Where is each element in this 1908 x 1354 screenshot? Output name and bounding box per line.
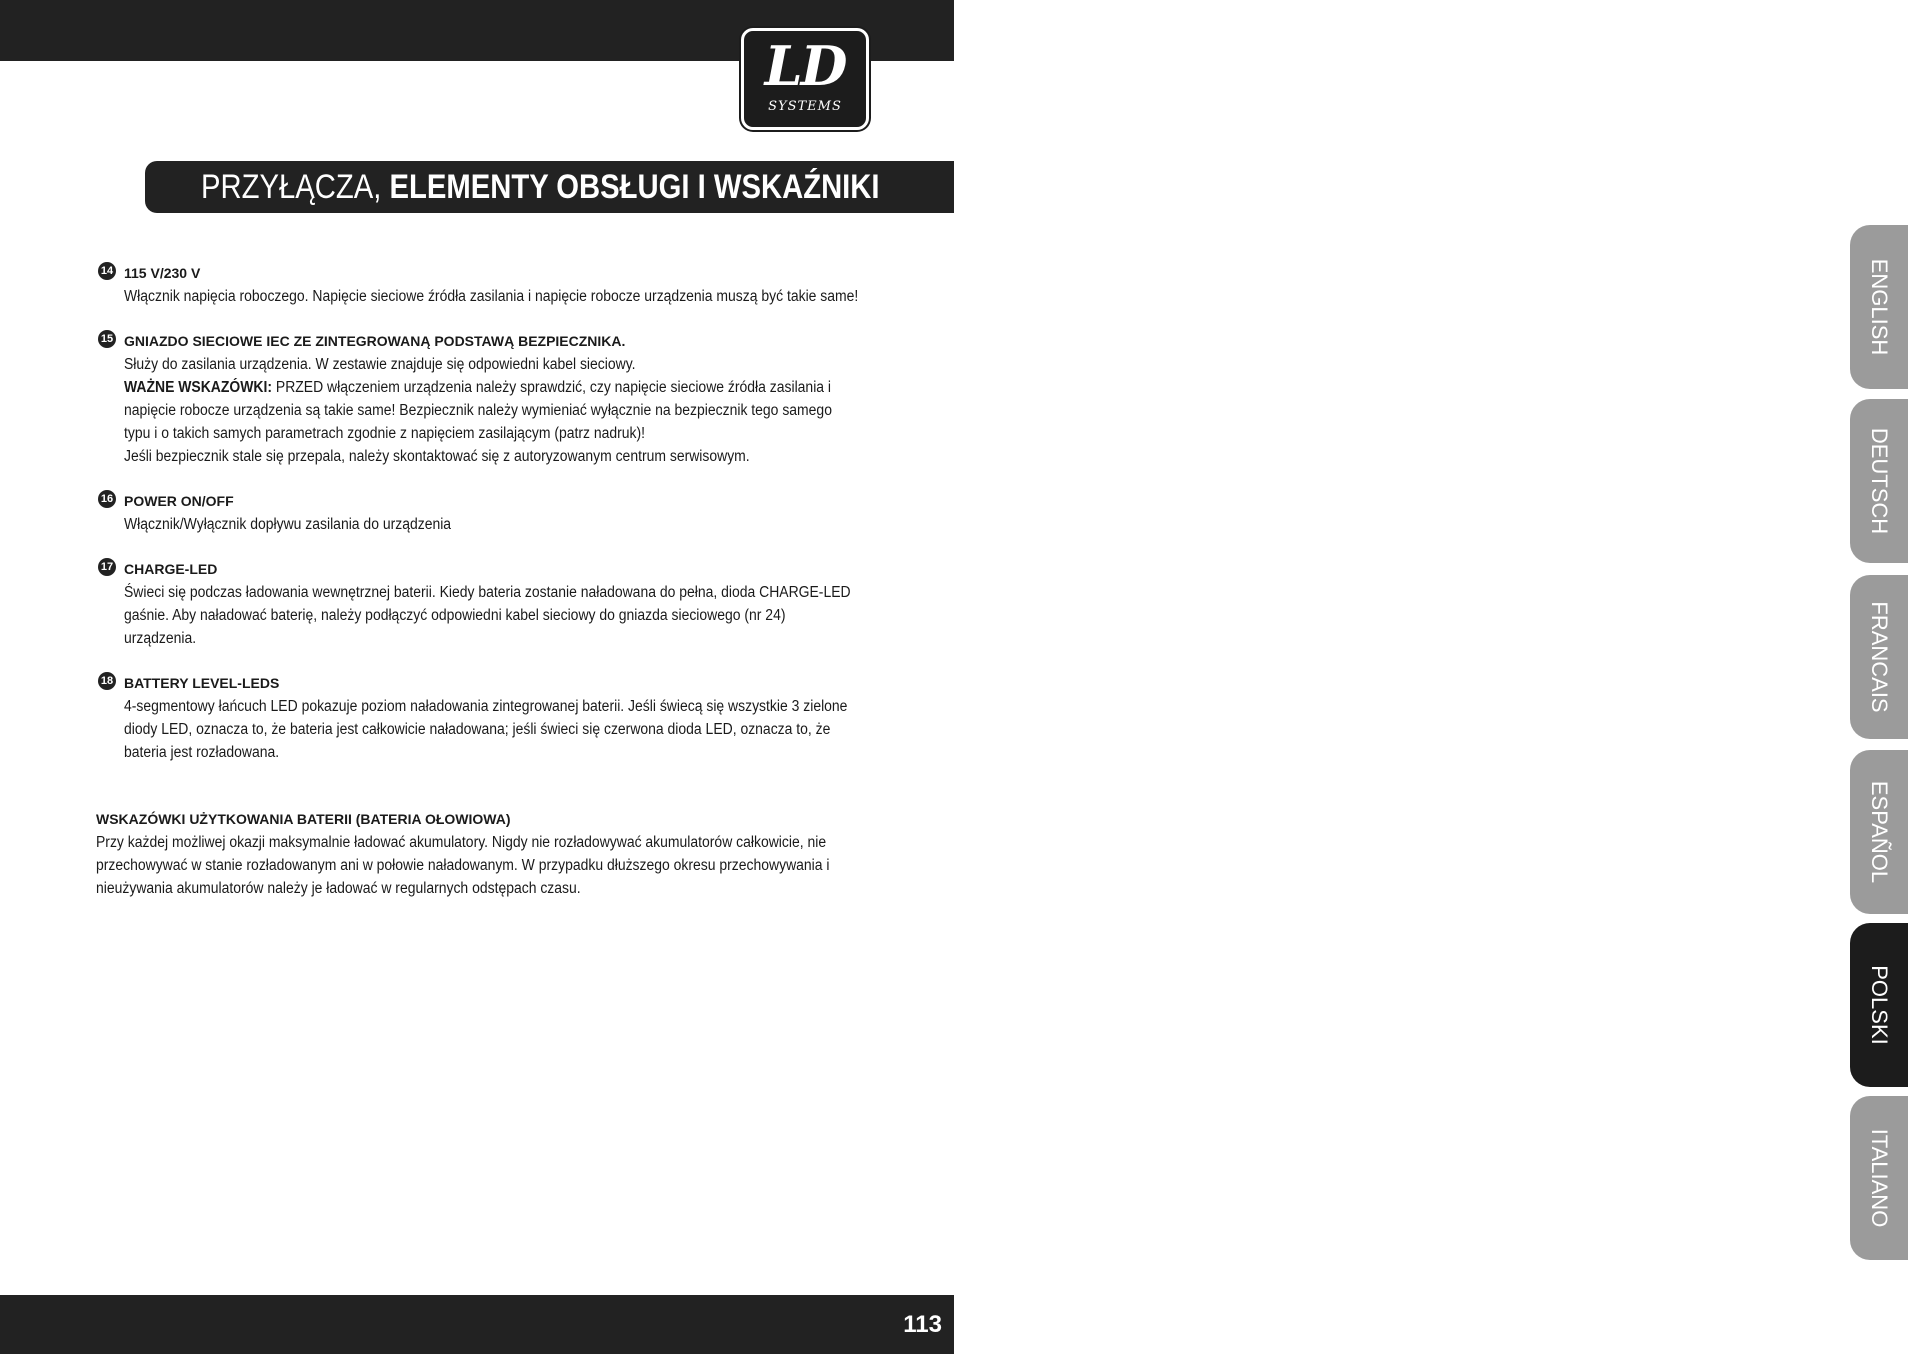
item-title: BATTERY LEVEL-LEDS [124,675,280,691]
tab-polski[interactable] [1850,923,1908,1087]
item-text: 4-segmentowy łańcuch LED pokazuje poziom naładowania zintegrowanej baterii. Jeśli świecą się wszystkie 3 zielone diody LED, oznacza to, że bateria jest całkowicie naładowana; jeśli świeci się czerwona dioda LED, oznacza to, że bateria jest rozładowana. [124,698,848,761]
list-item-14 [96,262,861,308]
warning-text: PRZED włączeniem urządzenia należy sprawdzić, czy napięcie sieciowe źródła zasilania i napięcie robocze urządzenia są takie same! Bezpiecznik należy wymieniać wyłącznie na bezpiecznik tego samego typu i o takich samych parametrach zgodnie z napięciem zasilającym (patrz nadruk)! [124,379,832,442]
list-item-16 [96,490,861,536]
item-title: 115 V/230 V [124,265,201,281]
tab-francais[interactable] [1850,575,1908,739]
item-description [124,513,861,536]
footer-bar [0,1295,954,1354]
item-title: POWER ON/OFF [124,493,234,509]
item-title: CHARGE-LED [124,561,218,577]
battery-note-text [96,831,861,900]
item-text: Włącznik napięcia roboczego. Napięcie sieciowe źródła zasilania i napięcie robocze urządzenia muszą być takie same! [124,288,859,305]
tab-label: DEUTSCH [1867,427,1892,535]
item-description [124,285,861,308]
ld-systems-logo [741,28,869,130]
tab-label: ESPAÑOL [1867,780,1892,884]
item-description [124,695,861,764]
tab-label: ITALIANO [1867,1128,1892,1228]
item-text: Jeśli bezpiecznik stale się przepala, należy skontaktować się z autoryzowanym centrum serwisowym. [124,448,750,465]
item-number-badge: 18 [98,672,116,690]
item-number-badge: 17 [98,558,116,576]
item-number-badge: 16 [98,490,116,508]
item-text: Włącznik/Wyłącznik dopływu zasilania do urządzenia [124,516,452,533]
tab-deutsch[interactable] [1850,399,1908,563]
item-text: Służy do zasilania urządzenia. W zestawie znajduje się odpowiedni kabel sieciowy. [124,356,636,373]
warning-label: WAŻNE WSKAZÓWKI: [124,379,273,396]
tab-english[interactable] [1850,225,1908,389]
logo-systems-text: SYSTEMS [768,99,842,114]
tab-label: FRANCAIS [1867,601,1892,713]
item-number-badge: 15 [98,330,116,348]
logo-ld-text: LD [764,34,846,98]
page-title [201,167,880,207]
item-title: GNIAZDO SIECIOWE IEC ZE ZINTEGROWANĄ PODSTAWĄ BEZPIECZNIKA. [124,333,626,349]
battery-note-title: WSKAZÓWKI UŻYTKOWANIA BATERII (BATERIA OŁOWIOWA) [96,811,511,827]
list-item-15 [96,330,861,468]
title-light-part: PRZYŁĄCZA, [201,168,390,206]
page-number: 113 [903,1311,942,1338]
item-text: Świeci się podczas ładowania wewnętrznej baterii. Kiedy bateria zostanie naładowana do pełna, dioda CHARGE-LED gaśnie. Aby naładować baterię, należy podłączyć odpowiedni kabel sieciowy do gniazda sieciowego (nr 24) urządzenia. [124,584,851,647]
tab-italiano[interactable] [1850,1096,1908,1260]
main-content [96,262,861,900]
tab-label: POLSKI [1867,965,1892,1045]
tab-label: ENGLISH [1867,258,1892,356]
list-item-18 [96,672,861,764]
battery-note-body: Przy każdej możliwej okazji maksymalnie ładować akumulatory. Nigdy nie rozładowywać akumulatorów całkowicie, nie przechowywać w stanie rozładowanym ani w połowie naładowanym. W przypadku dłuższego okresu przechowywania i nieużywania akumulatorów należy je ładować w regularnych odstępach czasu. [96,834,830,897]
item-description [124,581,861,650]
title-bold-part: ELEMENTY OBSŁUGI I WSKAŹNIKI [389,168,880,206]
warning-paragraph [124,376,860,445]
list-item-17 [96,558,861,650]
tab-espanol[interactable] [1850,750,1908,914]
item-number-badge: 14 [98,262,116,280]
section-title-bar [145,161,954,213]
item-description [124,353,861,468]
